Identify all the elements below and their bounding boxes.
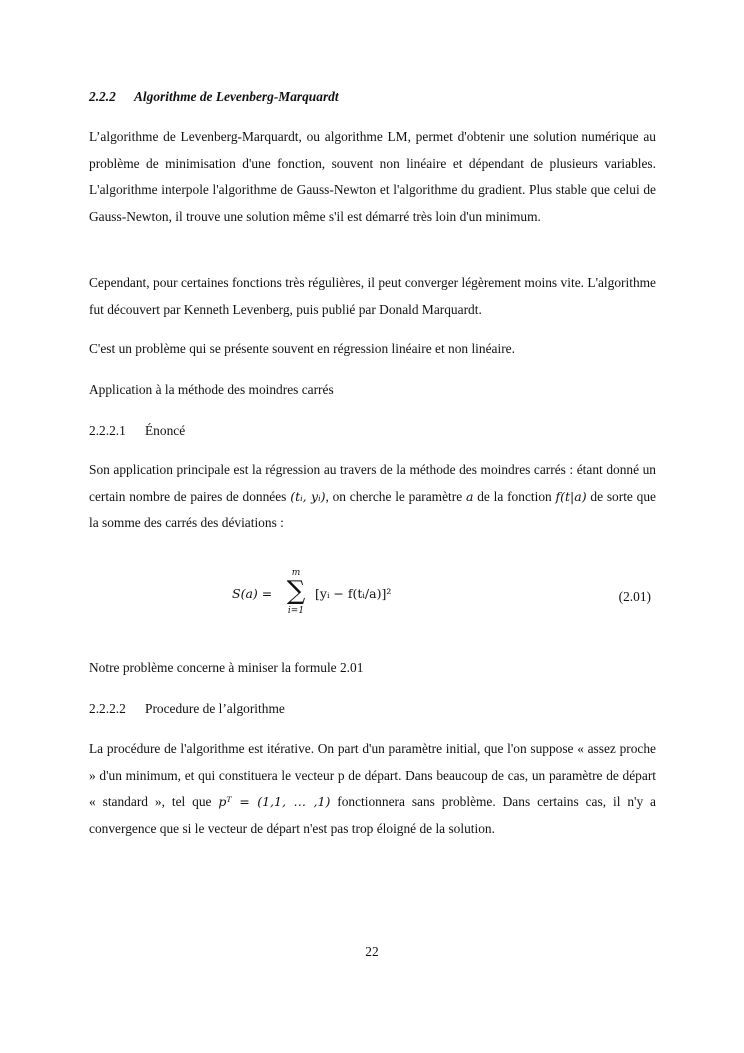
- paragraph-convergence: Cependant, pour certaines fonctions très régulières, il peut converger légèrement moins vite. L'algorithme fut découvert par Kenneth Levenberg, puis publié par Donald Marquardt.: [89, 275, 656, 317]
- paragraph-intro: L’algorithme de Levenberg-Marquardt, ou algorithme LM, permet d'obtenir une solution numérique au problème de minimisation d'une fonction, souvent non linéaire et dépendant de plusieurs variables. L'algorithme interpole l'algorithme de Gauss-Newton et l'algorithme du gradient. Plus stable que celui de Gauss-Newton, il trouve une solution même s'il est démarré très loin d'un minimum.: [89, 129, 656, 224]
- procedure-text-a: La procédure de l'algorithme est itérative. On part d'un paramètre initial, que l'on suppose « assez proche » d'un minimum, et qui constituera le vecteur p de départ. Dans beaucoup de cas, un paramètre de départ « standard », tel que: [89, 741, 656, 809]
- equation-2-01: [89, 568, 656, 624]
- equation-rhs: [yᵢ − f(tᵢ/a)]²: [315, 586, 392, 601]
- section-heading: [89, 89, 339, 105]
- equation-label: (2.01): [618, 589, 651, 604]
- enonce-text-b: , on cherche le paramètre: [325, 488, 463, 504]
- paragraph-application: Application à la méthode des moindres carrés: [89, 382, 334, 397]
- enonce-text-c: de la fonction: [477, 488, 552, 504]
- math-function-f: f(t|a): [555, 488, 587, 504]
- math-start-vector: pᵀ = (1,1, … ,1): [218, 794, 331, 809]
- subsection-number: 2.2.2.2: [89, 701, 126, 716]
- subsection-number: 2.2.2.1: [89, 423, 126, 438]
- section-title: Algorithme de Levenberg-Marquardt: [134, 89, 339, 104]
- subsection-title: Procedure de l’algorithme: [145, 701, 285, 716]
- paragraph-enonce: [89, 457, 656, 537]
- page-number: 22: [365, 944, 379, 959]
- subsection-title: Énoncé: [145, 423, 186, 438]
- equation-lhs: S(a) =: [232, 586, 273, 601]
- math-parameter-a: a: [465, 488, 474, 504]
- summation-symbol: ∑: [286, 576, 306, 606]
- subsection-heading-procedure: [89, 701, 285, 717]
- section-number: 2.2.2: [89, 89, 116, 104]
- paragraph-regression: C'est un problème qui se présente souvent en régression linéaire et non linéaire.: [89, 341, 515, 356]
- summation-upper: m: [291, 568, 301, 578]
- procedure-text-b: fonctionnera sans problème. Dans certains cas, il n'y a convergence que si le vecteur de départ n'est pas trop éloigné de la solution.: [89, 794, 656, 836]
- math-data-pair: (tᵢ, yᵢ): [290, 488, 326, 504]
- subsection-heading-enonce: [89, 423, 185, 439]
- enonce-text-d: de sorte que la somme des carrés des déviations :: [89, 488, 656, 530]
- summation: [281, 568, 311, 618]
- paragraph-procedure: [89, 736, 656, 842]
- summation-lower: i=1: [287, 606, 305, 616]
- paragraph-after-equation: Notre problème concerne à miniser la formule 2.01: [89, 660, 364, 675]
- enonce-text-a: Son application principale est la régression au travers de la méthode des moindres carrés : étant donné un certain nombre de paires de données: [89, 462, 656, 504]
